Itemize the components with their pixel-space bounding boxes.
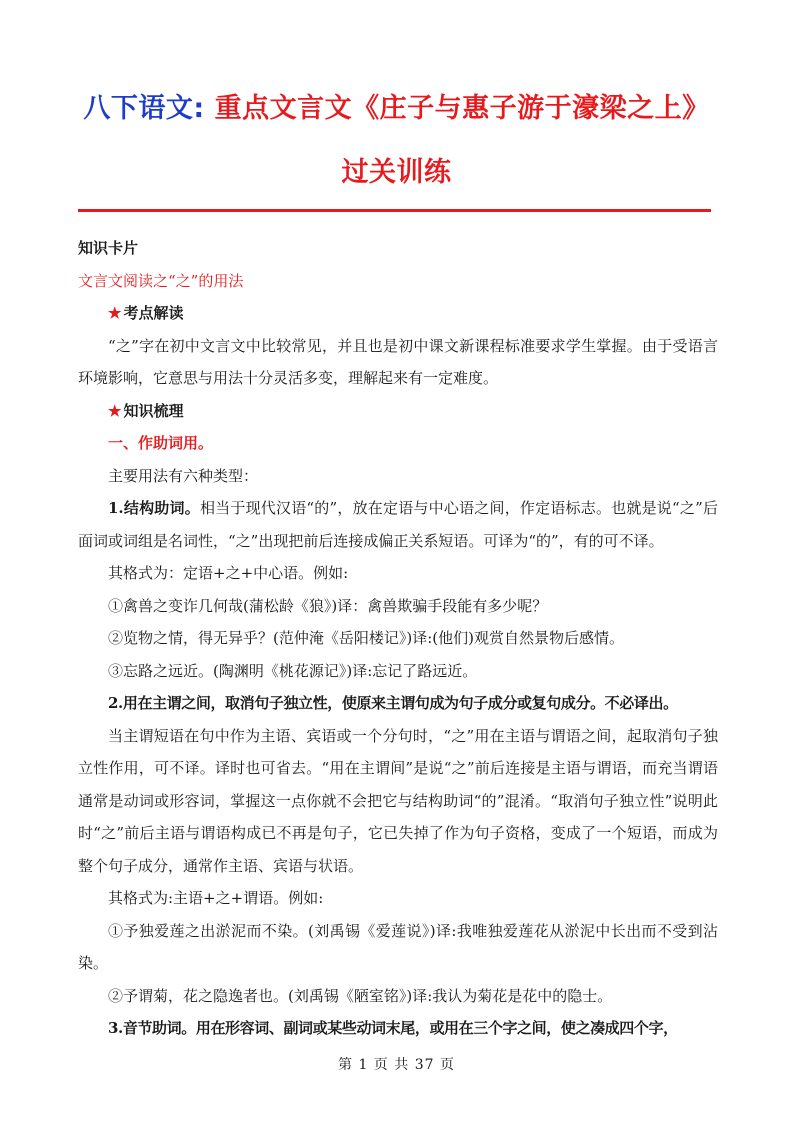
kaodian-label: 考点解读 <box>123 304 184 322</box>
star-icon: ★ <box>108 401 122 420</box>
star-icon: ★ <box>108 304 122 322</box>
format-2: 其格式为:主语+之+谓语。例如: <box>108 889 324 907</box>
title-main: 重点文言文《庄子与惠子游于濠梁之上》 <box>204 93 710 124</box>
topic-heading: 文言文阅读之“之”的用法 <box>78 271 244 290</box>
example-4: ①予独爱莲之出淤泥而不染。(刘禹锡《爱莲说》)译:我唯独爱莲花从淤泥中长出而不受到沾染。 <box>78 921 718 972</box>
item-3: 3.音节助词。用在形容词、副词或某些动词末尾，或用在三个字之间，使之凑成四个字， <box>108 1019 678 1037</box>
example-1: ①禽兽之变诈几何哉(蒲松龄《狼》)译：禽兽欺骗手段能有多少呢？ <box>108 596 548 615</box>
item-1 <box>78 492 718 557</box>
format-1: 其格式为：定语+之+中心语。例如: <box>108 564 349 582</box>
example-2: ②览物之情，得无异乎？(范仲淹《岳阳楼记》)译:(他们)观赏自然景物后感情。 <box>108 629 624 647</box>
zhishi-label: 知识梳理 <box>123 401 184 420</box>
item-2: 2.用在主谓之间，取消句子独立性，使原来主谓句成为句子成分或复句成分。不必译出。 <box>108 694 678 712</box>
zhishi-heading <box>78 395 718 428</box>
example-3: ③忘路之远近。(陶渊明《桃花源记》)译:忘记了路远近。 <box>108 661 478 680</box>
section-heading-1: 一、作助词用。 <box>108 434 214 452</box>
item-2-paragraph: 当主谓短语在句中作为主语、宾语或一个分句时，“之”用在主语与谓语之间，起取消句子独立性作用，可不译。译时也可省去。“用在主谓间”是说“之”前后连接是主语与谓语，而充当谓语通常是动词或形容词，掌握这一点你就不会把它与结构助词“的”混淆。“取消句子独立性”说明此时“之”前后主语与谓语构成已不再是句子，它已失掉了作为句子资格，变成了一个短语，而成为整个句子成分，通常作主语、宾语与状语。 <box>78 726 718 875</box>
card-title: 知识卡片 <box>78 239 139 257</box>
title-divider <box>78 209 711 212</box>
page-footer: 第 1 页 共 37 页 <box>338 1057 455 1073</box>
example-5: ②予谓菊，花之隐逸者也。(刘禹锡《陋室铭》)译:我认为菊花是花中的隐士。 <box>108 986 613 1005</box>
title-prefix: 八下语文: <box>83 93 205 124</box>
document-title-line1 <box>0 86 793 125</box>
document-body <box>78 232 718 1045</box>
kaodian-paragraph: “之”字在初中文言文中比较常见，并且也是初中课文新课程标准要求学生掌握。由于受语言环境影响，它意思与用法十分灵活多变，理解起来有一定难度。 <box>78 336 718 387</box>
intro-line: 主要用法有六种类型： <box>108 466 259 485</box>
document-title-line2: 过关训练 <box>341 157 452 188</box>
item-1-label: 1.结构助词。 <box>108 499 200 517</box>
kaodian-heading <box>78 297 718 330</box>
item-1-text: 相当于现代汉语“的”，放在定语与中心语之间，作定语标志。也就是说“之”后面词或词组是名词性，“之”出现把前后连接成偏正关系短语。可译为“的”，有的可不译。 <box>78 499 718 550</box>
